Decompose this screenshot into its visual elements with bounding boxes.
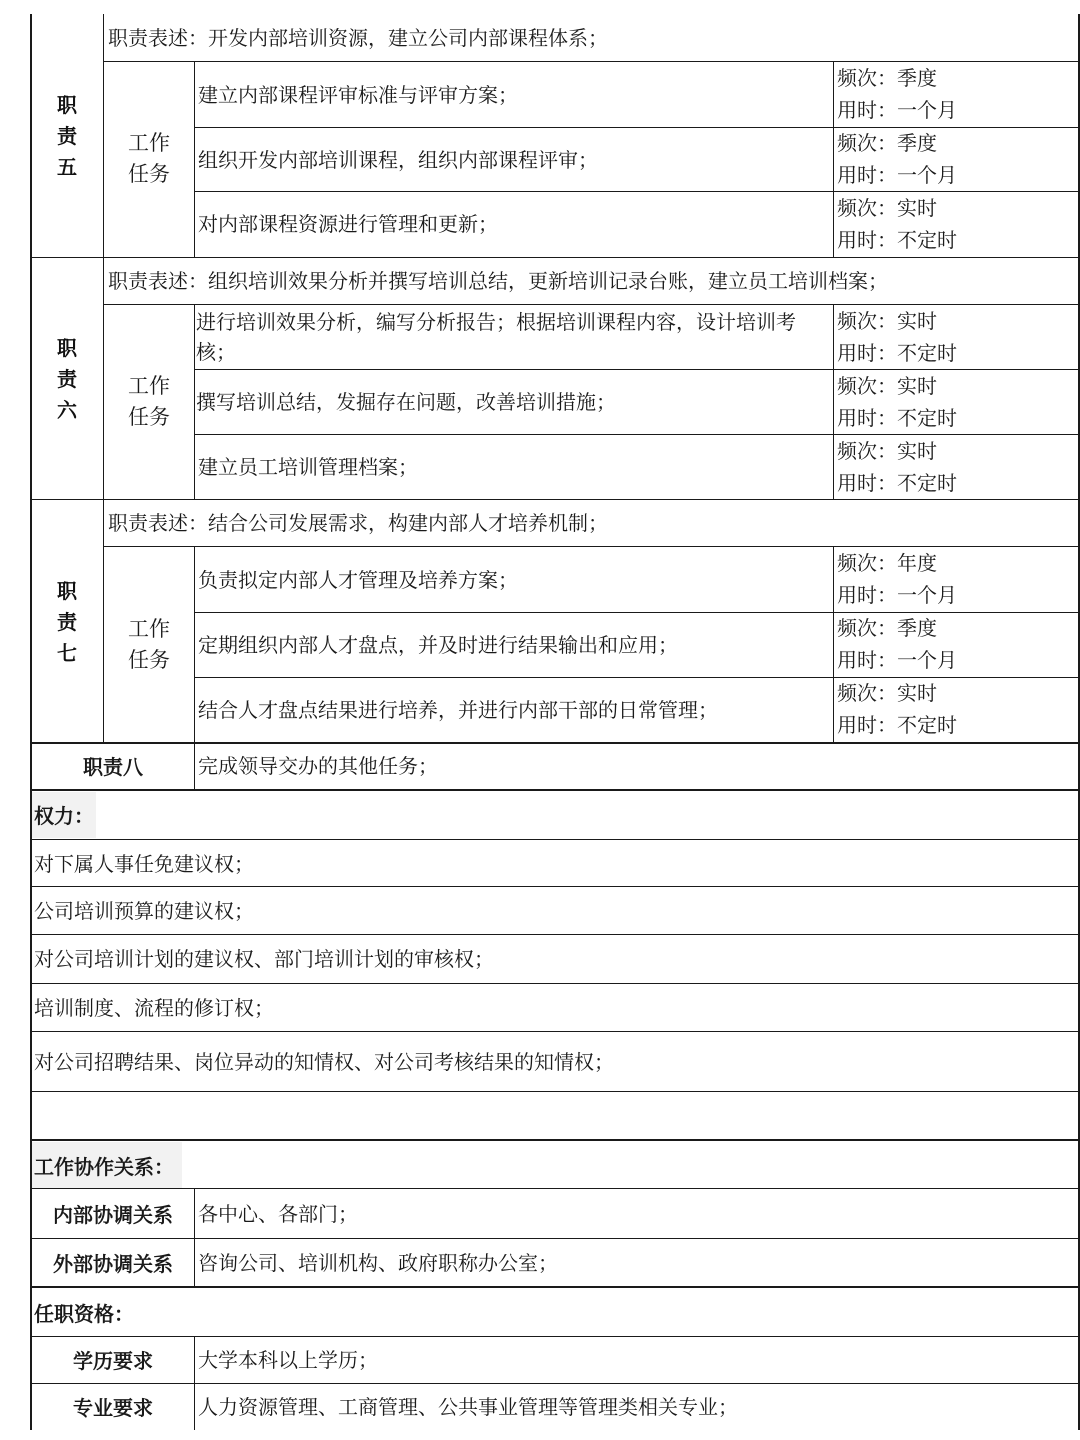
row-line [30,1091,1080,1092]
col-line-freq-5 [833,62,834,257]
duty-5-task-1: 建立内部课程评审标准与评审方案； [198,83,518,107]
power-item-3: 对公司培训计划的建议权、部门培训计划的审核权； [34,947,494,971]
duty-7-task-label-line1: 工作 [128,617,170,641]
duty-7-title [52,576,82,669]
duty-7-task-1: 负责拟定内部人才管理及培养方案； [198,568,518,592]
external-relation-label: 外部协调关系 [53,1252,173,1276]
row-line [30,499,1080,500]
power-item-2: 公司培训预算的建议权； [34,899,254,923]
internal-relation-value: 各中心、各部门； [198,1202,358,1226]
qualifications-title: 任职资格： [34,1302,134,1326]
duty-5-title-char-2: 责 [57,124,77,148]
duty-6-task-1: 进行培训效果分析，编写分析报告；根据培训课程内容，设计培训考核； [196,310,796,364]
duty-5-title-char-1: 职 [57,93,77,117]
duty-5-title [52,90,82,183]
row-line [194,612,1080,613]
row-line [30,257,1080,258]
duty-6-task-1-time: 用时：不定时 [837,341,957,365]
duty-5-task-label-line1: 工作 [128,131,170,155]
duty-6-title-char-1: 职 [57,336,77,360]
external-relation-value: 咨询公司、培训机构、政府职称办公室； [198,1251,558,1275]
duty-7-task-2-time: 用时：一个月 [837,648,957,672]
row-line [103,61,1080,62]
duty-7-title-char-3: 七 [57,641,77,665]
duty-5-task-2: 组织开发内部培训课程，组织内部课程评审； [198,148,598,172]
duty-6-task-2-time: 用时：不定时 [837,406,957,430]
duty-7-task-3: 结合人才盘点结果进行培养，并进行内部干部的日常管理； [198,698,718,722]
duty-5-task-2-time: 用时：一个月 [837,163,957,187]
duty-5-description: 职责表述：开发内部培训资源，建立公司内部课程体系； [108,26,608,50]
duty-6-title-char-3: 六 [57,398,77,422]
duty-5-task-3-time: 用时：不定时 [837,228,957,252]
powers-title: 权力： [34,804,94,828]
duty-5-title-char-3: 五 [57,155,77,179]
education-label: 学历要求 [73,1349,153,1373]
duty-5-task-label [104,128,194,190]
education-value: 大学本科以上学历； [198,1348,378,1372]
duty-6-task-label-line1: 工作 [128,374,170,398]
power-item-4: 培训制度、流程的修订权； [34,996,274,1020]
duty-8-text: 完成领导交办的其他任务； [198,754,438,778]
power-item-5: 对公司招聘结果、岗位异动的知情权、对公司考核结果的知情权； [34,1050,614,1074]
duty-6-task-label-line2: 任务 [128,405,170,429]
row-line [194,191,1080,192]
duty-6-task-3: 建立员工培训管理档案； [198,455,418,479]
duty-7-task-3-time: 用时：不定时 [837,713,957,737]
duty-6-task-1-freq: 频次：实时 [837,309,937,333]
col-line-freq-6 [833,305,834,499]
duty-7-description: 职责表述：结合公司发展需求，构建内部人才培养机制； [108,511,608,535]
col-line-cooperation [194,1188,195,1287]
duty-6-task-3-time: 用时：不定时 [837,471,957,495]
duty-5-task-label-line2: 任务 [128,162,170,186]
duty-6-task-2: 撰写培训总结，发掘存在问题，改善培训措施； [196,390,616,414]
duty-8-title: 职责八 [83,755,143,779]
major-value: 人力资源管理、工商管理、公共事业管理等管理类相关专业； [198,1395,738,1419]
duty-7-task-2-freq: 频次：季度 [837,616,937,640]
duty-7-title-char-1: 职 [57,579,77,603]
duty-7-task-1-time: 用时：一个月 [837,583,957,607]
col-line-task-6 [194,305,195,499]
row-line [103,546,1080,547]
col-line-task-5 [194,62,195,257]
duty-6-description: 职责表述：组织培训效果分析并撰写培训总结，更新培训记录台账，建立员工培训档案； [108,269,888,293]
row-line [30,1188,1080,1189]
row-line [30,742,1080,744]
duty-6-task-label [104,371,194,433]
row-line [30,1336,1080,1337]
cooperation-title: 工作协作关系： [34,1155,174,1179]
row-line [30,1031,1080,1032]
duty-7-title-char-2: 责 [57,610,77,634]
section-line-cooperation [30,1139,1080,1141]
duty-6-title-char-2: 责 [57,367,77,391]
duty-5-task-2-freq: 频次：季度 [837,131,937,155]
row-line [194,434,1080,435]
duty-6-task-3-freq: 频次：实时 [837,439,937,463]
row-line [30,886,1080,887]
duty-5-task-3-freq: 频次：实时 [837,196,937,220]
duty-5-task-3: 对内部课程资源进行管理和更新； [198,212,498,236]
duty-6-title [52,333,82,426]
col-line-task-7 [194,547,195,742]
section-line-qualifications [30,1286,1080,1288]
col-line-qualifications [194,1336,195,1430]
duty-6-task-2-freq: 频次：实时 [837,374,937,398]
duty-7-task-label [104,614,194,676]
row-line [30,1383,1080,1384]
internal-relation-label: 内部协调关系 [53,1203,173,1227]
col-line-freq-7 [833,547,834,742]
duty-7-task-1-freq: 频次：年度 [837,551,937,575]
row-line [194,369,1080,370]
row-line [194,677,1080,678]
duty-5-task-1-freq: 频次：季度 [837,66,937,90]
duty-7-task-label-line2: 任务 [128,648,170,672]
row-line [194,127,1080,128]
row-line [103,304,1080,305]
major-label: 专业要求 [73,1396,153,1420]
col-line-duty8 [194,742,195,790]
duty-7-task-3-freq: 频次：实时 [837,681,937,705]
row-line [30,1238,1080,1239]
duty-5-task-1-time: 用时：一个月 [837,98,957,122]
section-line-powers [30,789,1080,791]
row-line [30,839,1080,840]
power-item-1: 对下属人事任免建议权； [34,852,254,876]
col-line-duty [103,14,104,742]
duty-7-task-2: 定期组织内部人才盘点，并及时进行结果输出和应用； [198,633,678,657]
row-line [30,934,1080,935]
row-line [30,983,1080,984]
border-left [30,14,32,1430]
